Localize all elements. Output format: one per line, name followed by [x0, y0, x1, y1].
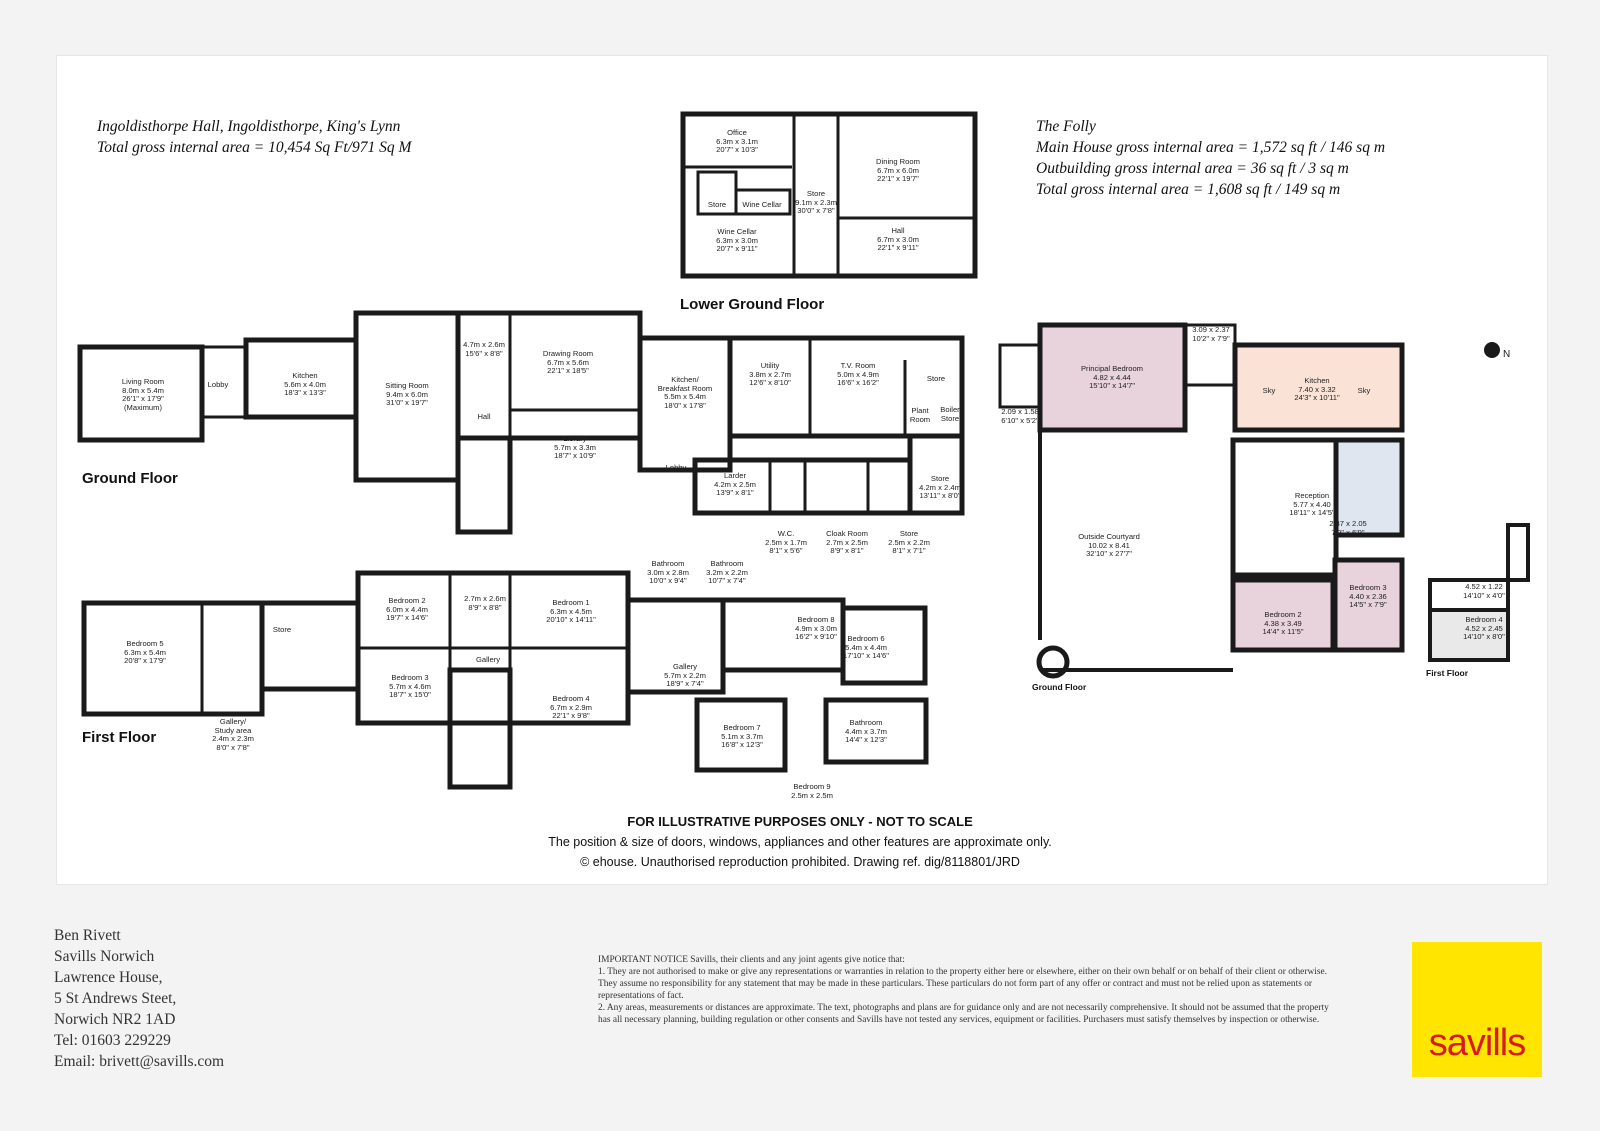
room-label-line: 14'10" x 8'0"	[1463, 632, 1505, 642]
room-label-line: (Maximum)	[124, 402, 162, 412]
room-label-store-f	[242, 626, 322, 635]
agent-street: 5 St Andrews Steet,	[54, 990, 177, 1007]
floor-label-folly-ground: Ground Floor	[1032, 682, 1087, 692]
room-label-line: 5.6m x 4.0m	[284, 379, 326, 389]
room-label-line: 13'9" x 8'1"	[716, 488, 754, 498]
room-label-line: 2.37 x 2.05	[1329, 519, 1367, 528]
room-label-store-g2	[869, 530, 949, 556]
disclaimer-not-to-scale: FOR ILLUSTRATIVE PURPOSES ONLY - NOT TO SCALE	[627, 814, 973, 829]
room-label-line: 14'5" x 7'9"	[1349, 600, 1387, 610]
room-label-line: 6.3m x 3.0m	[716, 235, 758, 245]
floor-label-ground: Ground Floor	[82, 470, 178, 487]
room-label-line: Kitchen/	[671, 375, 699, 384]
room-label-folly-small1	[1171, 326, 1251, 343]
room-label-bathroom-b	[687, 560, 767, 586]
room-label-line: Bedroom 6	[847, 634, 885, 643]
room-label-line: 31'0" x 19'7"	[386, 398, 428, 408]
room-label-line: Outside Courtyard	[1078, 532, 1140, 541]
room-label-line: 14'10" x 4'0"	[1463, 590, 1505, 600]
room-label-line: 10.02 x 8.41	[1088, 540, 1130, 550]
room-label-line: 3.0m x 2.8m	[647, 567, 689, 577]
room-label-line: 4.38 x 3.49	[1264, 618, 1302, 628]
room-label-line: 4.52 x 1.22	[1465, 582, 1503, 591]
room-label-bedroom1	[531, 599, 611, 625]
room-label-line: 22'1" x 19'7"	[877, 174, 919, 184]
room-label-line: 22'1" x 9'11"	[877, 243, 919, 253]
room-label-store-g1	[896, 375, 976, 384]
room-label-store-corr	[776, 190, 856, 216]
room-label-line: 5.7m x 2.2m	[664, 670, 706, 680]
room-label-utility	[730, 362, 810, 388]
main-title: Ingoldisthorpe Hall, Ingoldisthorpe, King's Lynn	[97, 118, 401, 135]
room-label-line: 18'0" x 17'8"	[664, 400, 706, 410]
room-label-line: Study area	[214, 725, 252, 735]
room-label-line: 16'8" x 12'3"	[721, 740, 763, 750]
floor-label-lower-ground: Lower Ground Floor	[680, 296, 825, 313]
room-label-line: Store	[899, 529, 919, 538]
room-label-line: Store	[940, 413, 960, 423]
room-label-line: 6.0m x 4.4m	[386, 604, 428, 614]
room-label-line: 4.7m x 2.6m	[463, 340, 505, 349]
room-label-line: Bedroom 8	[797, 615, 835, 624]
folly-title: The Folly	[1036, 118, 1096, 135]
room-label-line: 20'7" x 9'11"	[716, 244, 758, 254]
room-label-line: Office	[727, 128, 747, 137]
room-label-line: 26'1" x 17'9"	[122, 394, 164, 404]
room-label-line: Dining Room	[876, 157, 920, 166]
room-label-line: 20'7" x 10'3"	[716, 145, 758, 155]
room-label-line: 6.3m x 5.4m	[124, 647, 166, 657]
room-label-line: Gallery/	[219, 717, 247, 726]
room-label-line: 10'7" x 7'4"	[708, 576, 746, 586]
agent-office: Savills Norwich	[54, 948, 155, 965]
disclaimer	[0, 812, 1600, 872]
room-label-line: Breakfast Room	[657, 383, 713, 393]
room-label-line: Bedroom 4	[552, 694, 590, 703]
room-label-folly-bedroom3	[1328, 584, 1408, 610]
room-label-bedroom9	[772, 783, 852, 800]
floor-label-first: First Floor	[82, 729, 157, 746]
room-label-line: 32'10" x 27'7"	[1086, 549, 1132, 559]
room-label-line: 14'4" x 11'5"	[1262, 627, 1304, 637]
room-label-library	[535, 435, 615, 461]
room-label-kitchen-g	[265, 372, 345, 398]
important-notice	[598, 955, 1330, 1026]
room-label-boiler-store	[910, 406, 990, 423]
room-label-line: 5.77 x 4.40	[1293, 499, 1331, 509]
room-label-line: Store	[930, 474, 950, 483]
room-label-small-hall-room	[444, 341, 524, 358]
room-label-line: Bedroom 9	[793, 782, 831, 791]
room-label-bedroom5	[105, 640, 185, 666]
room-label-line: 6.7m x 3.0m	[877, 234, 919, 244]
room-label-office	[697, 129, 777, 155]
room-label-line: 4.4m x 3.7m	[845, 726, 887, 736]
room-label-bedroom2	[367, 597, 447, 623]
room-label-line: 4.82 x 4.44	[1093, 372, 1131, 382]
room-label-folly-courtyard	[1069, 533, 1149, 559]
room-label-line: 17'10" x 14'6"	[843, 651, 889, 661]
room-label-line: 18'11" x 14'5"	[1289, 508, 1335, 518]
room-label-line: 20'10" x 14'11"	[546, 615, 596, 625]
room-label-line: 3.09 x 2.37	[1192, 325, 1230, 334]
room-label-line: Bathroom	[710, 559, 744, 568]
notice-point-2: 2. Any areas, measurements or distances are approximate. The text, photographs and plans are for guidance only and are not necessarily comprehensive. It should not be assumed that the property has all necessary planning, building regulation or other consents and Savills have not tested any services, equipment or facilities. Purchasers must satisfy themselves by inspection or otherwise.	[598, 1002, 1329, 1025]
room-label-lobby-g	[178, 381, 258, 390]
svg-text:N: N	[1503, 349, 1511, 360]
room-label-line: 14'4" x 12'3"	[845, 735, 887, 745]
room-label-line: Lobby	[665, 463, 687, 472]
room-label-kitchen-breakfast	[645, 376, 725, 410]
room-label-line: Bedroom 3	[1349, 583, 1387, 592]
room-label-line: 22'1" x 9'8"	[552, 711, 590, 721]
room-label-line: 16'2" x 9'10"	[795, 632, 837, 642]
room-label-line: Bathroom	[849, 718, 883, 727]
room-label-folly-reception	[1272, 492, 1352, 518]
room-label-line: 8'9" x 8'8"	[468, 602, 502, 612]
room-label-living-room	[103, 378, 183, 412]
room-label-line: Plant	[911, 406, 929, 415]
north-arrow-icon	[1484, 342, 1510, 360]
room-label-line: 13'11" x 8'0"	[919, 491, 961, 501]
room-label-store-g-side	[900, 475, 980, 501]
room-label-bedroom7	[702, 724, 782, 750]
room-label-line: Gallery	[672, 662, 698, 671]
agent-contact	[54, 925, 224, 1072]
room-label-line: Boiler	[940, 405, 960, 414]
room-label-line: Kitchen	[292, 371, 318, 380]
room-label-folly-out	[980, 408, 1060, 425]
room-label-line: 19'7" x 14'6"	[386, 613, 428, 623]
room-label-line: Store	[926, 374, 946, 383]
room-label-line: Sky	[1262, 386, 1276, 395]
room-label-gallery-f2	[645, 663, 725, 689]
agent-name: Ben Rivett	[54, 927, 121, 944]
room-label-line: Lobby	[207, 380, 229, 389]
room-label-wine-cellar	[697, 228, 777, 254]
room-label-line: 9.1m x 2.3m	[795, 197, 837, 207]
room-label-bedroom6	[826, 635, 906, 661]
room-label-line: Room	[909, 414, 931, 424]
room-label-folly-sky2	[1324, 387, 1404, 396]
room-label-line: 3.8m x 2.7m	[749, 369, 791, 379]
room-label-line: 5.7m x 3.3m	[554, 442, 596, 452]
room-label-hall-lg	[858, 227, 938, 253]
room-label-line: 30'0" x 7'8"	[797, 206, 835, 216]
room-label-line: Library	[563, 434, 587, 443]
room-label-line: 2.7m x 2.6m	[464, 594, 506, 603]
room-label-dining-room	[858, 158, 938, 184]
room-label-line: 18'9" x 7'4"	[666, 679, 704, 689]
room-label-line: 20'8" x 17'9"	[124, 656, 166, 666]
room-label-line: W.C.	[777, 529, 795, 538]
floor-label-folly-first: First Floor	[1426, 668, 1469, 678]
room-label-line: 22'1" x 18'5"	[547, 366, 589, 376]
room-label-line: 18'3" x 13'3"	[284, 388, 326, 398]
room-label-line: 6.7m x 2.9m	[550, 702, 592, 712]
room-label-line: 10'2" x 7'9"	[1192, 333, 1230, 343]
room-label-line: Kitchen	[1304, 376, 1330, 385]
room-label-line: 2.7m x 2.5m	[826, 537, 868, 547]
main-total-area: Total gross internal area = 10,454 Sq Ft/971 Sq M	[97, 139, 412, 156]
room-label-line: 12'6" x 8'10"	[749, 378, 791, 388]
room-label-line: 2.09 x 1.58	[1001, 407, 1039, 416]
room-label-bedroom3	[370, 674, 450, 700]
room-label-line: 18'7" x 15'0"	[389, 690, 431, 700]
room-label-line: Wine Cellar	[717, 227, 757, 236]
room-label-folly-small2	[1308, 520, 1388, 537]
savills-logo-text: savills	[1428, 1022, 1526, 1064]
room-label-folly-principal	[1072, 365, 1152, 391]
room-label-bathroom-c	[826, 719, 906, 745]
room-label-line: Hall	[891, 226, 905, 235]
room-label-line: 5.1m x 3.7m	[721, 731, 763, 741]
agent-email[interactable]: Email: brivett@savills.com	[54, 1053, 225, 1070]
room-label-line: 6.7m x 5.6m	[547, 357, 589, 367]
room-label-line: Reception	[1294, 491, 1330, 500]
room-label-line: 4.2m x 2.5m	[714, 479, 756, 489]
room-label-line: Sky	[1357, 386, 1371, 395]
room-label-line: 8'1" x 7'1"	[892, 546, 926, 556]
notice-heading: IMPORTANT NOTICE Savills, their clients and any joint agents give notice that:	[598, 955, 905, 965]
room-label-drawing-room	[528, 350, 608, 376]
room-label-line: Living Room	[121, 377, 165, 386]
room-label-line: 4.40 x 2.36	[1349, 591, 1387, 601]
agent-building: Lawrence House,	[54, 969, 163, 986]
room-label-line: 5.5m x 5.4m	[664, 392, 706, 402]
room-label-line: 7'9" x 6'9"	[1331, 527, 1365, 537]
room-label-folly-first-small	[1444, 583, 1524, 600]
room-label-line: Gallery	[475, 655, 501, 664]
room-label-line: Sitting Room	[385, 381, 429, 390]
room-label-folly-bedroom2	[1243, 611, 1323, 637]
room-label-line: 8.0m x 5.4m	[122, 385, 164, 395]
room-label-line: 5.7m x 4.6m	[389, 681, 431, 691]
room-label-line: 9.4m x 6.0m	[386, 389, 428, 399]
room-label-line: 2.5m x 2.2m	[888, 537, 930, 547]
agent-phone: Tel: 01603 229229	[54, 1032, 171, 1049]
room-label-line: 6.3m x 4.5m	[550, 606, 592, 616]
room-label-line: 8'9" x 8'1"	[830, 546, 864, 556]
room-label-line: 2.5m x 1.7m	[765, 537, 807, 547]
room-label-folly-bedroom4	[1444, 616, 1524, 642]
room-label-line: 10'0" x 9'4"	[649, 576, 687, 586]
room-label-line: 4.2m x 2.4m	[919, 482, 961, 492]
room-label-line: 24'3" x 10'11"	[1294, 393, 1340, 403]
room-label-tv-room	[818, 362, 898, 388]
room-label-line: 15'10" x 14'7"	[1089, 381, 1135, 391]
room-label-line: 3.2m x 2.2m	[706, 567, 748, 577]
room-label-line: Hall	[477, 412, 491, 421]
room-label-line: Bedroom 3	[391, 673, 429, 682]
room-label-line: Bedroom 7	[723, 723, 761, 732]
room-label-line: 7.40 x 3.32	[1298, 384, 1336, 394]
room-label-folly-sky1	[1229, 387, 1309, 396]
room-label-gallery-f	[448, 656, 528, 665]
room-label-gallery-study	[193, 718, 273, 752]
room-label-line: Store	[272, 625, 292, 634]
room-label-line: 5.0m x 4.9m	[837, 369, 879, 379]
room-label-line: 16'6" x 16'2"	[837, 378, 879, 388]
disclaimer-copyright: © ehouse. Unauthorised reproduction prohibited. Drawing ref. dig/8118801/JRD	[580, 855, 1020, 869]
room-label-line: 15'6" x 8'8"	[465, 348, 503, 358]
room-label-line: 2.4m x 2.3m	[212, 734, 254, 744]
room-label-line: Utility	[760, 361, 780, 370]
room-label-line: Bedroom 2	[388, 596, 426, 605]
room-label-line: 6.7m x 6.0m	[877, 165, 919, 175]
room-label-bedroom4	[531, 695, 611, 721]
room-label-line: Cloak Room	[826, 529, 868, 538]
room-label-line: 6'10" x 5'2"	[1001, 415, 1039, 425]
room-label-line: Bathroom	[651, 559, 685, 568]
room-label-line: T.V. Room	[840, 361, 876, 370]
room-label-line: Wine Cellar	[742, 200, 782, 209]
room-label-line: Larder	[724, 471, 746, 480]
agent-city: Norwich NR2 1AD	[54, 1011, 176, 1028]
room-label-line: 4.9m x 3.0m	[795, 623, 837, 633]
notice-point-1: 1. They are not authorised to make or give any representations or warranties in relation to the property either here or elsewhere, either on their own behalf or on behalf of their client or otherwise. They assume no responsibility for any statement that may be made in these particulars. These particulars do not form part of any offer or contract and must not be relied upon as statements or representations of fact.	[598, 966, 1327, 1001]
folly-main-area: Main House gross internal area = 1,572 sq ft / 146 sq m	[1036, 139, 1386, 156]
room-label-small-room-f	[445, 595, 525, 612]
disclaimer-approximate: The position & size of doors, windows, appliances and other features are approximate only.	[548, 835, 1052, 849]
room-label-line: Principal Bedroom	[1080, 364, 1144, 373]
room-label-line: 18'7" x 10'9"	[554, 451, 596, 461]
room-label-sitting-room	[367, 382, 447, 408]
room-label-line: 8'1" x 5'6"	[769, 546, 803, 556]
room-label-line: Bedroom 5	[126, 639, 164, 648]
room-label-line: 2.5m x 2.5m	[791, 790, 833, 800]
room-label-line: Store	[806, 189, 826, 198]
folly-total-area: Total gross internal area = 1,608 sq ft / 149 sq m	[1036, 181, 1341, 198]
room-label-line: 5.4m x 4.4m	[845, 642, 887, 652]
room-label-line: Drawing Room	[542, 349, 594, 358]
savills-logo	[1412, 942, 1542, 1077]
room-label-larder	[695, 472, 775, 498]
room-label-line: Bedroom 1	[552, 598, 590, 607]
room-label-line: 4.52 x 2.45	[1465, 623, 1503, 633]
room-label-line: Bedroom 4	[1465, 615, 1503, 624]
room-label-line: 8'0" x 7'8"	[216, 742, 250, 752]
room-label-hall-g	[444, 413, 524, 422]
room-label-line: Store	[707, 200, 727, 209]
folly-outbuilding-area: Outbuilding gross internal area = 36 sq ft / 3 sq m	[1036, 160, 1349, 177]
room-label-line: Bedroom 2	[1264, 610, 1302, 619]
room-label-line: 6.3m x 3.1m	[716, 136, 758, 146]
